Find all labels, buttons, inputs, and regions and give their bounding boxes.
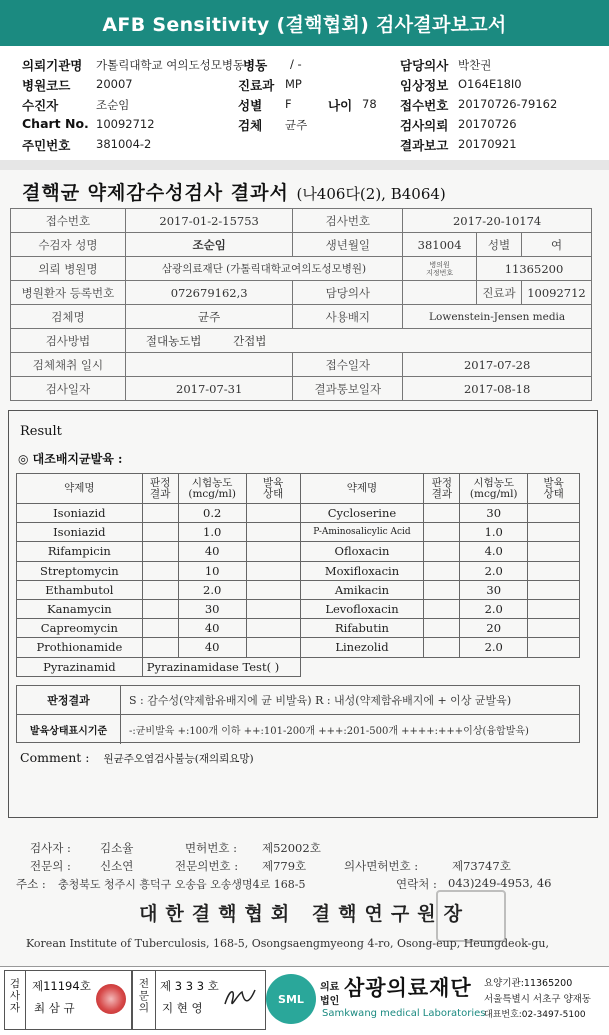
header-text: 시험농도 (191, 476, 233, 489)
legend-judge-row (17, 686, 579, 715)
meta-label: 검사의뢰 (400, 118, 449, 133)
growth-status (528, 504, 580, 523)
comment (20, 750, 254, 766)
institution-phone: 대표번호:02-3497-5100 (484, 1010, 586, 1020)
judge-result (142, 638, 178, 657)
cell-value: Lowenstein-Jensen media (403, 305, 592, 329)
meta-value: MP (285, 77, 302, 91)
meta-label: Chart No. (22, 116, 89, 131)
growth-status (528, 542, 580, 561)
signature-icon (222, 984, 258, 1012)
report-heading-code: (나406다(2), B4064) (296, 185, 446, 203)
table-row (11, 377, 592, 401)
test-concentration: 4.0 (460, 542, 528, 561)
test-concentration: 1.0 (178, 523, 246, 542)
header-growth (528, 474, 580, 504)
judge-result (424, 619, 460, 638)
cell-value: 조순임 (125, 233, 293, 257)
test-concentration: 2.0 (178, 580, 246, 599)
table-row (17, 561, 580, 580)
meta-value: 균주 (285, 118, 308, 132)
test-concentration: 30 (178, 599, 246, 618)
drug-table-body (17, 504, 580, 677)
corp-label: 의료 (320, 982, 340, 993)
tester-name: 김소율 (100, 841, 134, 855)
meta-value: 20170921 (458, 137, 517, 151)
cell-label: 검사번호 (293, 209, 403, 233)
table-row (17, 619, 580, 638)
drug-name: Ofloxacin (300, 542, 424, 561)
specialist-name: 신소연 (100, 859, 134, 873)
contact-label: 연락처 : (396, 877, 437, 891)
cell-label: 진료과 (477, 281, 522, 305)
header-text: (mcg/ml) (188, 487, 236, 500)
growth-status (246, 523, 300, 542)
address-label: 주소 : (16, 877, 46, 891)
drug-name: P-Aminosalicylic Acid (300, 523, 424, 542)
org-name: 대한결핵협회 결핵연구원장 (139, 903, 470, 925)
report-title-bar (0, 0, 609, 46)
specialist-vertical-label: 전문의 (138, 978, 150, 1014)
table-row (17, 599, 580, 618)
test-concentration: 0.2 (178, 504, 246, 523)
test-concentration: 40 (178, 619, 246, 638)
cell-value: 2017-08-18 (403, 377, 592, 401)
cell-value: 균주 (125, 305, 293, 329)
header-drug: 약제명 (17, 474, 143, 504)
meta-value: 20170726-79162 (458, 97, 558, 111)
meta-label: 결과보고 (400, 138, 449, 153)
table-row (17, 638, 580, 657)
growth-status (246, 638, 300, 657)
table-row (11, 305, 592, 329)
org-address: Korean Institute of Tuberculosis, 168-5, Osongsaengmyeong 4-ro, Osong-eup, Heungdeok-gu, (26, 937, 550, 950)
tester-number: 제11194호 (32, 979, 91, 993)
method-1: 절대농도법 (145, 333, 202, 348)
meta-value: 조순임 (96, 98, 130, 112)
header-conc (460, 474, 528, 504)
table-row (11, 281, 592, 305)
tester-stamp-icon (96, 984, 126, 1014)
header-text: 판정 (150, 476, 171, 489)
meta-label: 접수번호 (400, 98, 449, 113)
cell-value: 2017-07-31 (125, 377, 293, 401)
divider (0, 160, 609, 170)
table-row (17, 657, 580, 676)
header-text: (mcg/ml) (469, 487, 518, 500)
judge-result (424, 580, 460, 599)
cell-value: 여 (521, 233, 591, 257)
meta-value: 20007 (96, 77, 133, 91)
cell-value: 10092712 (521, 281, 591, 305)
drug-name: Amikacin (300, 580, 424, 599)
cell-label: 의뢰 병원명 (11, 257, 126, 281)
legend-judge-text: S : 감수성(약제함유배지에 균 비발육) R : 내성(약제함유배지에 + 이상 균발육) (129, 694, 512, 707)
table-row (11, 353, 592, 377)
header-text: 발육 (262, 476, 284, 489)
meta-value: / - (290, 57, 302, 71)
cell-value: 381004 (403, 233, 477, 257)
cell-label: 검사방법 (11, 329, 126, 353)
specialist-name: 지 현 영 (162, 1001, 203, 1015)
table-row (17, 542, 580, 561)
test-concentration: 30 (460, 504, 528, 523)
growth-status (528, 638, 580, 657)
test-concentration: 1.0 (460, 523, 528, 542)
meta-label: 임상정보 (400, 78, 449, 93)
patient-meta (0, 50, 609, 156)
meta-label: 의뢰기관명 (22, 58, 83, 73)
cell-value: 2017-20-10174 (403, 209, 592, 233)
tester-vertical-label: 검사자 (9, 978, 21, 1014)
header-text: 상태 (262, 487, 284, 500)
header-judge (142, 474, 178, 504)
drug-name: Moxifloxacin (300, 561, 424, 580)
cell-value (403, 281, 477, 305)
license-value: 제52002호 (262, 841, 321, 855)
cell-label: 접수번호 (11, 209, 126, 233)
test-concentration: 30 (460, 580, 528, 599)
test-concentration: 40 (178, 542, 246, 561)
cell-label: 사용배지 (293, 305, 403, 329)
cell-label: 검사일자 (11, 377, 126, 401)
table-row (11, 257, 592, 281)
cell-label: 접수일자 (293, 353, 403, 377)
logo-text: SML (278, 992, 304, 1006)
license-label: 면허번호 : (185, 841, 237, 855)
specialist-label: 전문의 : (30, 859, 71, 873)
drug-sensitivity-table (16, 473, 580, 677)
drug-name: Isoniazid (17, 523, 143, 542)
header-conc (178, 474, 246, 504)
report-title: AFB Sensitivity (결핵협회) 검사결과보고서 (102, 13, 507, 36)
legend-growth-row (17, 715, 579, 744)
patient-info-table (10, 208, 592, 401)
cell-label: 병원환자 등록번호 (11, 281, 126, 305)
meta-value: 10092712 (96, 117, 155, 131)
report-heading (22, 178, 446, 205)
judge-result (424, 542, 460, 561)
address-value: 충청북도 청주시 흥덕구 오송읍 오송생명4로 168-5 (58, 878, 306, 891)
legend-growth-text: -:균비발육 +:100개 이하 ++:101-200개 +++:201-500개 ++++:+++이상(융합발육) (129, 726, 529, 737)
specialist-license-label: 전문의번호 : (175, 859, 239, 873)
growth-status (528, 619, 580, 638)
growth-status (246, 619, 300, 638)
judge-result (142, 504, 178, 523)
table-row (11, 209, 592, 233)
cell-label: 담당의사 (293, 281, 403, 305)
drug-name: Kanamycin (17, 599, 143, 618)
cell-value (125, 329, 591, 353)
meta-label: 주민번호 (22, 138, 71, 153)
growth-status (246, 561, 300, 580)
brand-english: Samkwang medical Laboratories (322, 1008, 486, 1019)
legend-growth-label: 발육상태표시기준 (17, 715, 121, 744)
table-row (17, 504, 580, 523)
empty-cell (300, 657, 579, 676)
cell-label: 성별 (477, 233, 522, 257)
legend-box (16, 685, 580, 743)
drug-name: Levofloxacin (300, 599, 424, 618)
drug-name: Capreomycin (17, 619, 143, 638)
growth-status (246, 580, 300, 599)
meta-value: 381004-2 (96, 137, 152, 151)
control-growth-label: ◎ 대조배지균발육 : (18, 452, 123, 466)
method-2: 간접법 (233, 333, 267, 348)
doctor-license-value: 제73747호 (452, 859, 511, 873)
table-row (11, 233, 592, 257)
meta-value: 박찬권 (458, 58, 492, 72)
cell-value: 11365200 (477, 257, 592, 281)
judge-result (424, 599, 460, 618)
drug-name: Ethambutol (17, 580, 143, 599)
drug-name: Rifampicin (17, 542, 143, 561)
header-judge (424, 474, 460, 504)
table-row (17, 523, 580, 542)
header-text: 결과 (150, 487, 171, 500)
meta-label: 진료과 (238, 78, 275, 93)
header-text: 발육 (543, 476, 564, 489)
growth-status (528, 580, 580, 599)
judge-result (424, 561, 460, 580)
judge-result (424, 504, 460, 523)
meta-label: 성별 (238, 98, 263, 113)
institution-code: 요양기관:11365200 (484, 978, 573, 989)
judge-result (142, 523, 178, 542)
drug-name: Prothionamide (17, 638, 143, 657)
drug-name: Isoniazid (17, 504, 143, 523)
table-header-row (17, 474, 580, 504)
growth-status (528, 561, 580, 580)
growth-status (246, 542, 300, 561)
brand-name: 삼광의료재단 (344, 976, 472, 1000)
test-concentration: 20 (460, 619, 528, 638)
growth-status (246, 599, 300, 618)
pyrazinamidase-test: Pyrazinamidase Test( ) (142, 657, 300, 676)
growth-status (246, 504, 300, 523)
cell-label: 검체채취 일시 (11, 353, 126, 377)
meta-value: 20170726 (458, 117, 517, 131)
meta-label: 수진자 (22, 98, 59, 113)
cell-label: 결과통보일자 (293, 377, 403, 401)
test-concentration: 40 (178, 638, 246, 657)
header-text: 시험농도 (473, 476, 515, 489)
drug-name: Linezolid (300, 638, 424, 657)
test-concentration: 2.0 (460, 599, 528, 618)
growth-status (528, 599, 580, 618)
meta-value: O164E18I0 (458, 77, 522, 91)
cell-label (403, 257, 477, 281)
judge-result (142, 561, 178, 580)
drug-name: Rifabutin (300, 619, 424, 638)
tester-label: 검사자 : (30, 841, 71, 855)
header-text: 상태 (543, 487, 564, 500)
judge-result (424, 523, 460, 542)
growth-status (528, 523, 580, 542)
cell-value: 072679162,3 (125, 281, 293, 305)
meta-value: 가톨릭대학교 여의도성모병동 (96, 58, 245, 72)
sml-logo-icon (266, 974, 316, 1024)
specialist-license-value: 제779호 (262, 859, 307, 873)
cell-value: 삼광의료재단 (가톨릭대학교여의도성모병원) (125, 257, 402, 281)
designation-label: 병의원 (429, 260, 450, 269)
test-concentration: 2.0 (460, 561, 528, 580)
corp-label: 법인 (320, 996, 340, 1007)
meta-label: 병동 (243, 58, 268, 73)
doctor-license-label: 의사면허번호 : (344, 859, 419, 873)
drug-name: Streptomycin (17, 561, 143, 580)
cell-value: 2017-01-2-15753 (125, 209, 293, 233)
table-row (11, 329, 592, 353)
header-growth (246, 474, 300, 504)
judge-result (142, 580, 178, 599)
specialist-number: 제 3 3 3 호 (160, 979, 219, 993)
judge-result (424, 638, 460, 657)
meta-value: F (285, 97, 292, 111)
cell-value (125, 353, 293, 377)
cell-value: 2017-07-28 (403, 353, 592, 377)
drug-name: Pyrazinamid (17, 657, 143, 676)
contact-value: 043)249-4953, 46 (448, 876, 552, 890)
legend-judge-label: 판정결과 (17, 686, 121, 714)
result-label: Result (20, 424, 62, 439)
meta-value: 78 (362, 97, 377, 111)
meta-label: 담당의사 (400, 58, 449, 73)
table-row (17, 580, 580, 599)
judge-result (142, 599, 178, 618)
cell-label: 검체명 (11, 305, 126, 329)
meta-label: 검체 (238, 118, 263, 133)
tester-name: 최 삼 규 (34, 1001, 75, 1015)
institution-address: 서울특별시 서초구 양재동 (484, 994, 591, 1005)
drug-name: Cycloserine (300, 504, 424, 523)
divider (25, 970, 26, 1030)
report-heading-text: 결핵균 약제감수성검사 결과서 (22, 182, 289, 204)
designation-label: 지정번호 (426, 268, 454, 277)
divider (155, 970, 156, 1030)
cell-label: 수검자 성명 (11, 233, 126, 257)
test-concentration: 2.0 (460, 638, 528, 657)
header-drug: 약제명 (300, 474, 424, 504)
header-text: 결과 (431, 487, 452, 500)
judge-result (142, 542, 178, 561)
cell-label: 생년월일 (293, 233, 403, 257)
meta-label: 병원코드 (22, 78, 71, 93)
judge-result (142, 619, 178, 638)
comment-text: 원균주오염검사불능(재의뢰요망) (103, 753, 254, 765)
header-text: 판정 (431, 476, 452, 489)
meta-label: 나이 (328, 98, 353, 113)
test-concentration: 10 (178, 561, 246, 580)
comment-label: Comment : (20, 750, 90, 765)
